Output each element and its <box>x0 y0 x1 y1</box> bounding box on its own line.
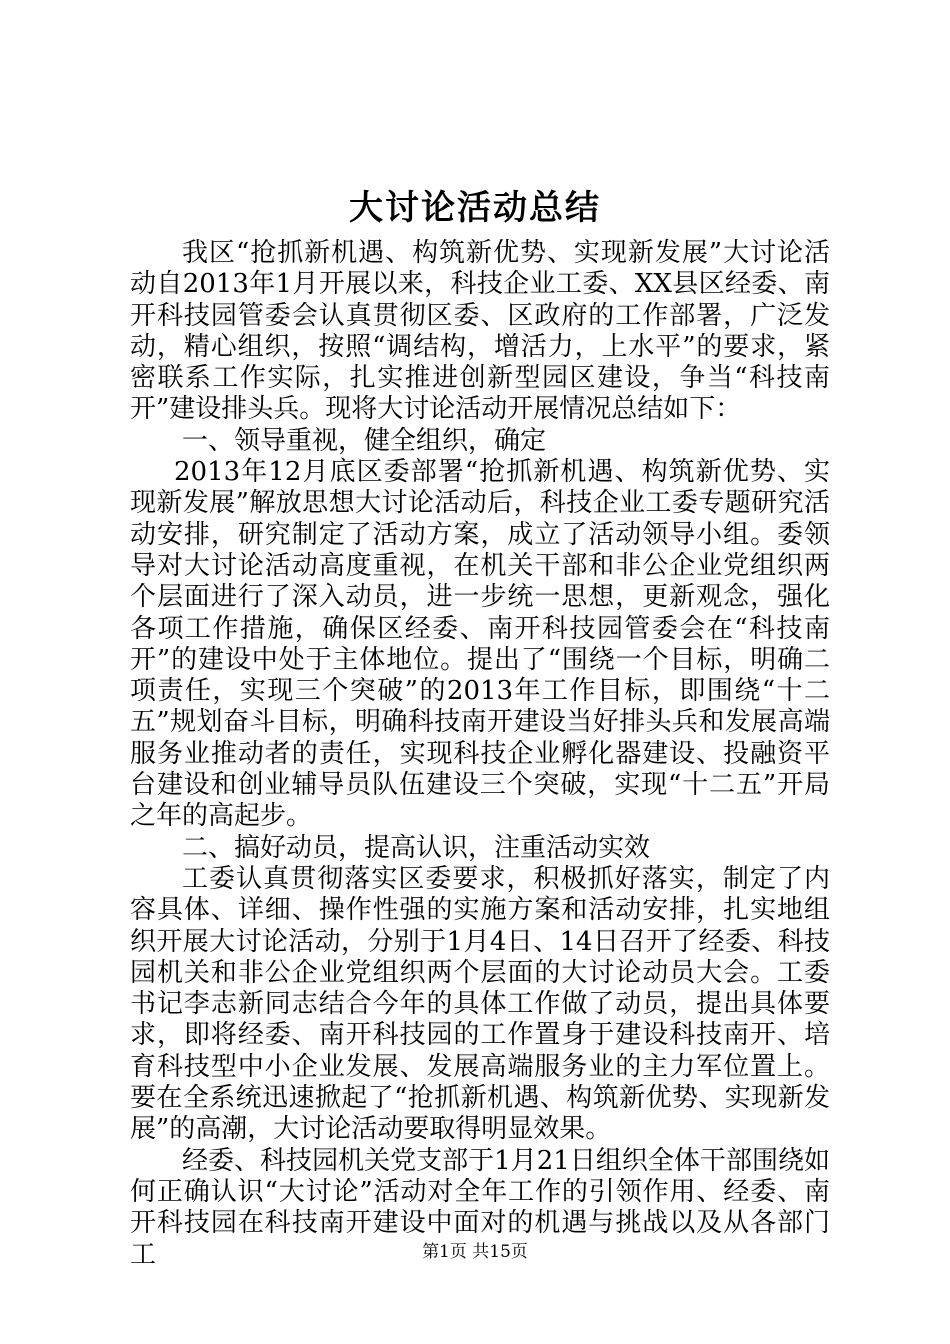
section-heading-2: 二、搞好动员，提高认识，注重活动实效 <box>182 832 651 863</box>
section-heading-1: 一、领导重视，健全组织，确定 <box>182 425 547 456</box>
page-footer: 第1页 共15页 <box>422 1242 528 1262</box>
document-title: 大讨论活动总结 <box>349 188 601 228</box>
paragraph-section-2: 工委认真贯彻落实区委要求，积极抓好落实，制定了内容具体、详细、操作性强的实施方案和活动安排，扎实地组织开展大讨论活动，分别于1月4日、14日召开了经委、科技园机关和非公企业党组织两个层面的大讨论动员大会。工委书记李志新同志结合今年的具体工作做了动员，提出具体要求，即将经委、南开科技园的工作置身于建设科技南开、培育科技型中小企业发展、发展高端服务业的主力军位置上。要在全系统迅速掀起了“抢抓新机遇、构筑新优势、实现新发展”的高潮，大讨论活动要取得明显效果。 <box>130 863 830 1145</box>
document-body <box>130 238 830 1271</box>
paragraph-section-2-continued: 经委、科技园机关党支部于1月21日组织全体干部围绕如何正确认识“大讨论”活动对全年工作的引领作用、经委、南开科技园在科技南开建设中面对的机遇与挑战以及从各部门工 <box>130 1145 830 1270</box>
paragraph-intro: 我区“抢抓新机遇、构筑新优势、实现新发展”大讨论活动自2013年1月开展以来，科技企业工委、XX县区经委、南开科技园管委会认真贯彻区委、区政府的工作部署，广泛发动，精心组织，按照“调结构，增活力，上水平”的要求，紧密联系工作实际，扎实推进创新型园区建设，争当“科技南开”建设排头兵。现将大讨论活动开展情况总结如下： <box>130 238 830 425</box>
paragraph-section-1: 2013年12月底区委部署“抢抓新机遇、构筑新优势、实现新发展”解放思想大讨论活动后，科技企业工委专题研究活动安排，研究制定了活动方案，成立了活动领导小组。委领导对大讨论活动高度重视，在机关干部和非公企业党组织两个层面进行了深入动员，进一步统一思想，更新观念，强化各项工作措施，确保区经委、南开科技园管委会在“科技南开”的建设中处于主体地位。提出了“围绕一个目标，明确二项责任，实现三个突破”的2013年工作目标，即围绕“十二五”规划奋斗目标，明确科技南开建设当好排头兵和发展高端服务业推动者的责任，实现科技企业孵化器建设、投融资平台建设和创业辅导员队伍建设三个突破，实现“十二五”开局之年的高起步。 <box>130 457 830 832</box>
